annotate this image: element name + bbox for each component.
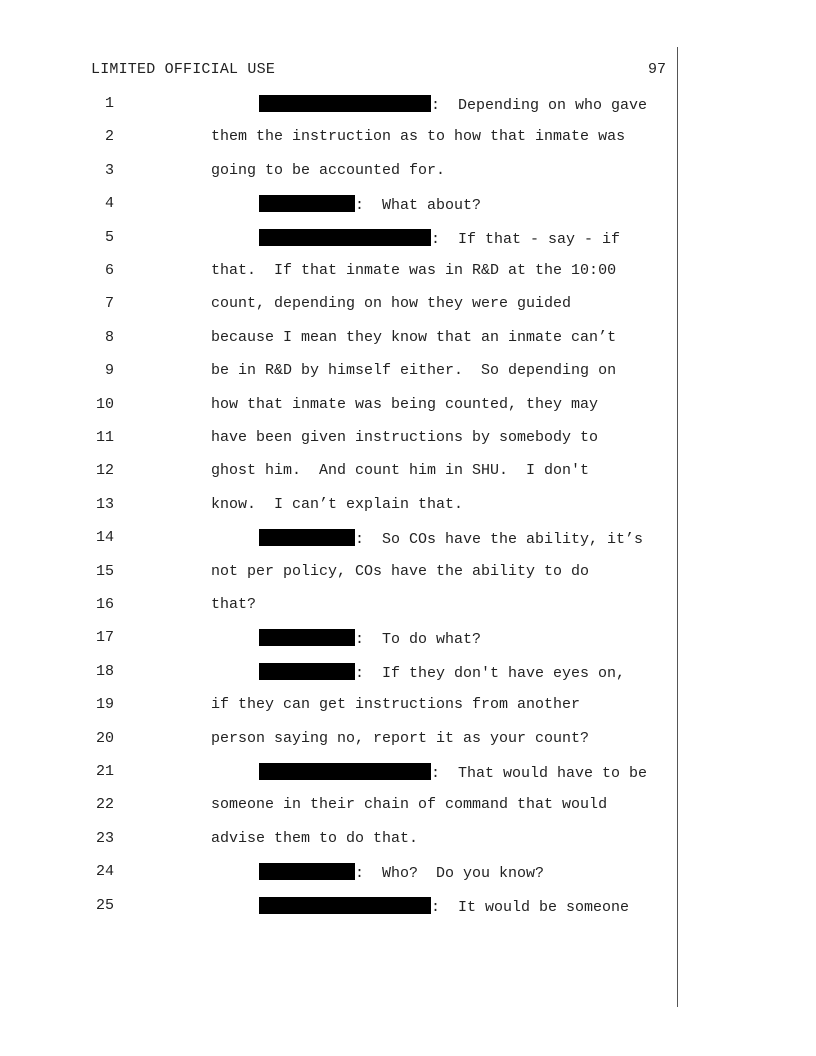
redacted-speaker-name [259, 229, 431, 246]
line-number: 4 [104, 195, 114, 213]
line-text [211, 796, 607, 813]
transcript-line [0, 329, 816, 351]
line-number: 16 [95, 596, 114, 613]
speaker-line [259, 663, 625, 682]
transcript-line [0, 396, 816, 418]
transcript-line [0, 229, 816, 251]
transcript-line [0, 295, 816, 317]
line-number: 1 [104, 95, 114, 112]
line-number: 10 [95, 395, 114, 413]
line-text [211, 830, 418, 847]
line-words: : That would have to be [431, 765, 648, 782]
transcript-line [0, 162, 816, 184]
line-text [211, 563, 589, 580]
line-number: 9 [104, 362, 114, 380]
transcript-line [0, 496, 816, 518]
line-text [211, 162, 445, 179]
line-words: : Who? Do you know? [355, 865, 545, 883]
line-number: 20 [95, 729, 114, 747]
speaker-line [259, 863, 544, 882]
transcript-line [0, 596, 816, 618]
line-words: advise them to do that. [211, 829, 419, 847]
transcript-line [0, 563, 816, 585]
transcript-line [0, 195, 816, 217]
transcript-line [0, 663, 816, 685]
redacted-speaker-name [259, 863, 355, 880]
transcript-line [0, 897, 816, 919]
line-words: : It would be someone [431, 898, 630, 916]
speaker-line [259, 229, 620, 248]
line-number: 11 [95, 429, 114, 446]
speaker-line [259, 629, 481, 648]
transcript-line [0, 128, 816, 150]
transcript-line [0, 796, 816, 818]
transcript-line [0, 362, 816, 384]
transcript-line [0, 262, 816, 284]
speaker-line [259, 195, 481, 214]
line-number: 3 [104, 161, 114, 179]
line-words: be in R&D by himself either. So depending on [211, 362, 617, 380]
transcript-line [0, 629, 816, 651]
line-text [211, 362, 616, 379]
line-number: 12 [95, 462, 114, 480]
line-words: ghost him. And count him in SHU. I don't [211, 462, 590, 480]
line-text [211, 396, 598, 413]
line-number: 13 [95, 495, 114, 513]
line-number: 18 [95, 662, 114, 680]
transcript-line [0, 429, 816, 451]
line-number: 14 [95, 529, 114, 547]
transcript-line [0, 529, 816, 551]
line-text [211, 462, 589, 479]
line-words: them the instruction as to how that inmate was [211, 128, 626, 146]
line-number: 24 [95, 863, 114, 881]
header-classification: LIMITED OFFICIAL USE [91, 61, 276, 78]
speaker-line [259, 95, 647, 114]
line-words: that? [211, 596, 257, 613]
line-words: if they can get instructions from another [211, 696, 581, 714]
line-words: count, depending on how they were guided [211, 295, 572, 313]
speaker-line [259, 897, 629, 916]
line-words: because I mean they know that an inmate can’t [211, 328, 617, 346]
line-number: 6 [104, 262, 114, 279]
redacted-speaker-name [259, 195, 355, 212]
line-text [211, 262, 616, 279]
transcript-line [0, 763, 816, 785]
transcript-line [0, 462, 816, 484]
transcript-line [0, 730, 816, 752]
line-number: 25 [95, 896, 114, 914]
line-text [211, 329, 616, 346]
line-number: 19 [95, 696, 114, 714]
line-words: : If that - say - if [431, 230, 621, 248]
line-words: someone in their chain of command that would [211, 796, 608, 814]
redacted-speaker-name [259, 629, 355, 646]
line-words: : Depending on who gave [431, 97, 648, 114]
line-number: 8 [104, 328, 114, 346]
line-words: person saying no, report it as your count? [211, 729, 590, 747]
redacted-speaker-name [259, 95, 431, 112]
line-number: 23 [95, 829, 114, 847]
line-text [211, 730, 589, 747]
redacted-speaker-name [259, 529, 355, 546]
line-number: 17 [95, 629, 114, 647]
line-words: : To do what? [355, 631, 482, 649]
line-words: how that inmate was being counted, they may [211, 395, 599, 413]
transcript-line [0, 830, 816, 852]
line-text [211, 696, 580, 713]
line-number: 15 [95, 562, 114, 580]
line-text [211, 429, 598, 446]
page-number: 97 [647, 61, 666, 78]
redacted-speaker-name [259, 763, 431, 780]
line-words: : What about? [355, 197, 482, 215]
line-text [211, 596, 256, 613]
line-number: 2 [104, 128, 114, 146]
line-text [211, 496, 463, 513]
line-text [211, 128, 625, 145]
redacted-speaker-name [259, 897, 431, 914]
transcript-line [0, 95, 816, 117]
line-number: 7 [104, 295, 114, 313]
transcript-line [0, 696, 816, 718]
line-words: not per policy, COs have the ability to do [211, 562, 590, 580]
line-words: : So COs have the ability, it’s [355, 531, 644, 549]
transcript-line [0, 863, 816, 885]
line-number: 5 [104, 228, 114, 246]
speaker-line [259, 763, 647, 782]
line-words: know. I can’t explain that. [211, 495, 464, 513]
line-number: 21 [95, 763, 114, 780]
line-words: that. If that inmate was in R&D at the 10:00 [211, 262, 617, 279]
line-words: going to be accounted for. [211, 161, 446, 179]
redacted-speaker-name [259, 663, 355, 680]
line-words: : If they don't have eyes on, [355, 664, 626, 682]
line-words: have been given instructions by somebody to [211, 429, 599, 446]
speaker-line [259, 529, 643, 548]
line-number: 22 [95, 796, 114, 814]
line-text [211, 295, 571, 312]
